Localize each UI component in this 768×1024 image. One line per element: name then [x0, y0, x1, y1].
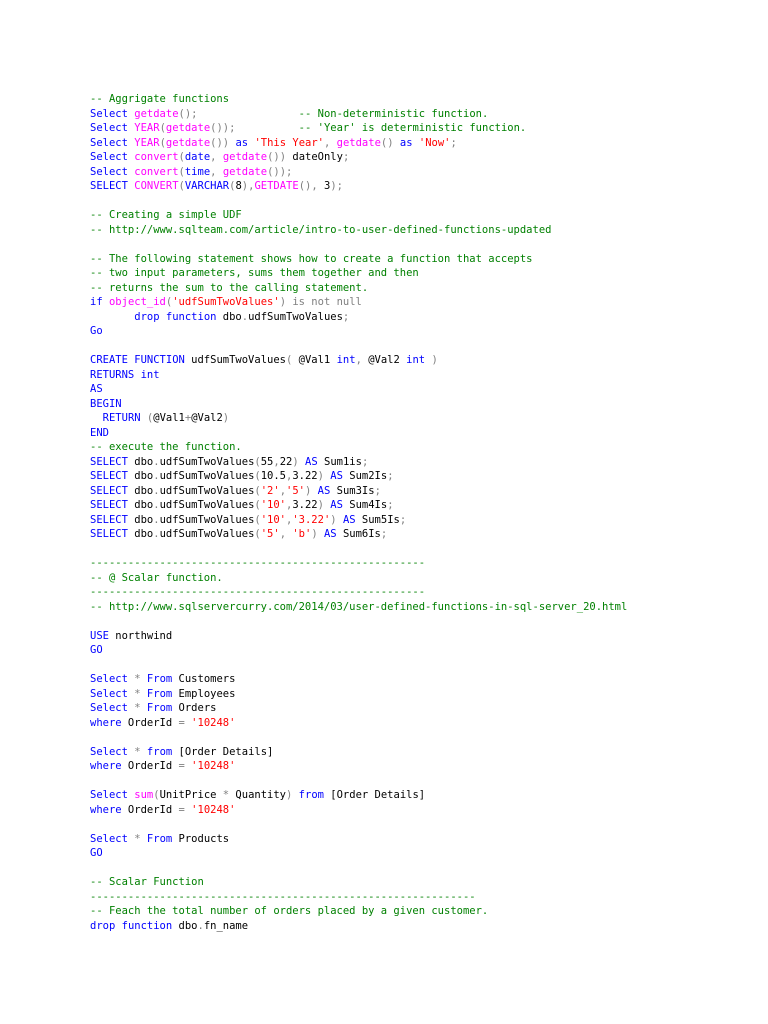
code-token: GO	[90, 847, 103, 859]
code-token: '5'	[286, 484, 305, 497]
code-line	[90, 875, 627, 890]
code-token: ,	[323, 136, 331, 149]
code-token: getdate	[134, 107, 179, 120]
code-line	[90, 614, 627, 629]
code-line	[90, 469, 627, 484]
code-line	[90, 179, 627, 194]
code-line	[90, 411, 627, 426]
code-token: (	[178, 165, 185, 178]
code-token: Sum6Is	[336, 528, 381, 540]
code-token: from	[298, 789, 324, 801]
code-token: dbo	[127, 528, 154, 540]
code-line	[90, 672, 627, 687]
code-line	[90, 658, 627, 673]
code-token: );	[330, 180, 343, 192]
code-token: -- Scalar Function	[90, 876, 204, 888]
code-token: dbo	[127, 484, 154, 497]
code-token: @Val2	[361, 354, 407, 366]
code-token: 'udfSumTwoValues'	[172, 296, 280, 308]
code-line	[90, 600, 627, 615]
code-token: ,	[273, 455, 280, 468]
code-token: -- Creating a simple UDF	[90, 209, 242, 221]
code-token: int	[140, 368, 160, 381]
code-token: udfSumTwoValues	[159, 470, 255, 482]
code-token: -- Non-deterministic function.	[298, 107, 489, 120]
code-token: AS	[305, 455, 318, 468]
code-token: .	[197, 919, 204, 932]
code-token: SELECT	[90, 455, 128, 468]
code-token: RETURN	[102, 412, 141, 424]
code-token: Employees	[172, 687, 236, 700]
code-token: 'Now'	[418, 136, 451, 149]
code-token: ;	[374, 484, 381, 497]
code-token: '5'	[260, 528, 280, 540]
code-token: SELECT	[90, 528, 128, 540]
code-line	[90, 861, 627, 876]
code-token: )	[304, 484, 312, 497]
code-token: 55	[260, 455, 274, 468]
code-token: time	[184, 165, 211, 178]
code-token: .	[153, 513, 160, 526]
code-token: dbo	[172, 919, 198, 932]
code-token	[198, 108, 299, 120]
code-line	[90, 339, 627, 354]
code-line	[90, 904, 627, 919]
code-line	[90, 832, 627, 847]
code-token: Select	[90, 789, 128, 801]
code-token: (	[159, 122, 166, 134]
code-token: )	[286, 789, 293, 801]
code-token: udfSumTwoValues	[159, 513, 255, 526]
code-token: END	[90, 426, 109, 439]
code-token: Select	[90, 136, 128, 149]
code-token: -----------------------------------------------------	[90, 586, 426, 598]
code-token: @Val1	[153, 412, 185, 424]
code-token: '10248'	[191, 716, 236, 729]
code-token: Select	[90, 151, 128, 163]
code-token: SELECT	[90, 499, 128, 511]
code-token: getdate	[336, 136, 381, 149]
code-line	[90, 629, 627, 644]
code-token: getdate	[222, 165, 268, 178]
code-line	[90, 107, 627, 122]
code-token: )	[317, 470, 324, 482]
code-line	[90, 759, 627, 774]
code-line	[90, 324, 627, 339]
code-token: *	[222, 789, 230, 801]
code-token: '10'	[260, 499, 287, 511]
code-token: (	[178, 151, 185, 163]
code-token: AS	[90, 383, 103, 395]
code-token: getdate	[165, 136, 211, 149]
code-token: Products	[172, 832, 230, 845]
code-token: (	[153, 789, 160, 801]
code-token: drop	[134, 310, 160, 323]
code-line	[90, 846, 627, 861]
code-token: 'b'	[292, 528, 312, 540]
code-line	[90, 252, 627, 267]
code-token: =	[178, 803, 185, 816]
code-token: AS	[330, 499, 343, 511]
code-token: Sum4Is	[342, 499, 388, 511]
code-token: convert	[134, 151, 179, 163]
code-token: getdate	[165, 122, 211, 134]
code-token: -- Aggrigate functions	[90, 93, 230, 105]
code-token: (	[254, 455, 261, 468]
code-token: [Order Details]	[323, 789, 426, 801]
code-token: *	[134, 702, 141, 714]
code-token: ();	[178, 107, 198, 120]
code-token: (	[165, 296, 173, 308]
code-token: SELECT	[90, 484, 128, 497]
code-token: YEAR	[134, 136, 160, 149]
code-token	[90, 412, 103, 424]
code-token: SELECT	[90, 180, 128, 192]
code-line	[90, 136, 627, 151]
code-token: Select	[90, 745, 128, 758]
code-line	[90, 368, 627, 383]
code-token: -- returns the sum to the calling statement.	[90, 281, 369, 294]
code-token: ;	[387, 470, 394, 482]
code-token: from	[146, 745, 173, 758]
code-line	[90, 266, 627, 281]
code-token: ())	[210, 136, 230, 149]
code-token: -- 'Year' is deterministic function.	[298, 122, 527, 134]
code-token: Select	[90, 687, 128, 700]
code-token: +	[184, 412, 192, 424]
code-token: OrderId	[121, 760, 179, 772]
code-token: )	[222, 412, 230, 424]
code-line	[90, 440, 627, 455]
code-token: Select	[90, 122, 128, 134]
code-line	[90, 745, 627, 760]
code-token: ;	[361, 455, 369, 468]
code-token: udfSumTwoValues	[184, 354, 286, 366]
code-token: (	[286, 354, 293, 366]
code-token: ;	[450, 136, 457, 149]
code-token: *	[134, 832, 141, 845]
code-line	[90, 513, 627, 528]
code-token: 3.22	[292, 470, 318, 482]
code-token: 3	[317, 180, 331, 192]
code-line	[90, 788, 627, 803]
code-token: (	[229, 180, 236, 192]
code-token: FUNCTION	[134, 354, 185, 366]
code-token: .	[241, 310, 249, 323]
code-line	[90, 556, 627, 571]
code-token: fn_name	[203, 919, 249, 932]
code-line	[90, 484, 627, 499]
code-token: )	[330, 513, 337, 526]
code-token: 22	[279, 455, 293, 468]
code-token: udfSumTwoValues	[159, 455, 255, 468]
code-token: .	[153, 499, 160, 511]
code-token: -- execute the function.	[90, 441, 242, 453]
code-token: ,	[210, 165, 217, 178]
code-token: *	[134, 687, 141, 700]
code-token: AS	[323, 528, 337, 540]
code-token: Select	[90, 165, 128, 178]
code-token: *	[134, 745, 141, 758]
code-token: )	[292, 455, 299, 468]
code-token: (	[254, 528, 261, 540]
code-token: '10248'	[191, 760, 236, 772]
code-token: GETDATE	[254, 180, 299, 192]
code-token: ,	[286, 513, 293, 526]
code-token: dbo	[127, 470, 154, 482]
code-token: 3.22	[292, 499, 318, 511]
code-token: From	[146, 702, 173, 714]
code-token: udfSumTwoValues	[159, 528, 255, 540]
code-token: )	[317, 499, 324, 511]
code-line	[90, 237, 627, 252]
code-line	[90, 455, 627, 470]
code-token: '3.22'	[292, 513, 331, 526]
code-token: '2'	[260, 484, 280, 497]
code-token: udfSumTwoValues	[248, 310, 343, 323]
code-token: function	[121, 919, 173, 932]
code-token: (	[146, 412, 154, 424]
code-token: ;	[387, 499, 394, 511]
code-token: ());	[267, 165, 293, 178]
code-token: int	[336, 354, 356, 366]
code-line	[90, 527, 627, 542]
code-token: ;	[380, 528, 388, 540]
code-token: 8	[235, 180, 242, 192]
code-token: udfSumTwoValues	[159, 484, 255, 497]
code-token: )	[431, 354, 438, 366]
code-token: if	[90, 296, 103, 308]
code-token: ,	[210, 151, 217, 163]
code-token: convert	[134, 165, 179, 178]
code-token: From	[146, 687, 173, 700]
code-line	[90, 92, 627, 107]
code-line	[90, 121, 627, 136]
code-line	[90, 701, 627, 716]
code-token: UnitPrice	[159, 789, 223, 801]
code-token: object_id	[108, 296, 166, 308]
code-token: ;	[342, 310, 350, 323]
code-token: .	[153, 470, 160, 482]
code-line	[90, 426, 627, 441]
code-token: dbo	[216, 310, 242, 323]
code-line	[90, 542, 627, 557]
code-line	[90, 310, 627, 325]
code-token: -- Feach the total number of orders placed by a given customer.	[90, 905, 489, 917]
code-token: From	[146, 832, 173, 845]
code-token	[235, 122, 298, 134]
code-token: dateOnly	[286, 151, 343, 163]
code-line	[90, 498, 627, 513]
code-token: -- two input parameters, sums them together and then	[90, 267, 419, 279]
code-token: OrderId	[121, 716, 179, 729]
code-token: YEAR	[134, 122, 160, 134]
code-token: ,	[286, 499, 293, 511]
code-token: 'This Year'	[254, 136, 324, 149]
code-token: (	[254, 484, 261, 497]
code-line	[90, 223, 627, 238]
code-token: -- The following statement shows how to create a function that accepts	[90, 252, 533, 265]
code-token: 10.5	[260, 470, 287, 482]
code-editor	[90, 92, 627, 933]
code-token: ()	[380, 136, 394, 149]
code-line	[90, 295, 627, 310]
code-token: SELECT	[90, 513, 128, 526]
code-line	[90, 382, 627, 397]
code-token: =	[178, 760, 185, 772]
code-line	[90, 194, 627, 209]
code-token: Select	[90, 107, 128, 120]
code-token: (	[254, 470, 261, 482]
code-token: ;	[342, 151, 350, 163]
code-token: Sum2Is	[342, 470, 388, 482]
code-token: OrderId	[121, 803, 179, 816]
code-token: where	[90, 760, 122, 772]
code-token: -------------------------------------------------------------	[90, 890, 476, 903]
code-line	[90, 571, 627, 586]
code-token: sum	[134, 789, 154, 801]
code-token: )	[279, 296, 287, 308]
code-token: is not null	[292, 296, 362, 308]
code-token: date	[184, 151, 211, 163]
code-line	[90, 716, 627, 731]
code-token: [Order Details]	[172, 745, 274, 758]
code-token: ())	[267, 151, 287, 163]
code-token: ;	[399, 513, 407, 526]
code-token: Select	[90, 702, 128, 714]
code-token: -- @ Scalar function.	[90, 571, 223, 584]
code-token: function	[165, 310, 217, 323]
code-token: GO	[90, 644, 103, 656]
code-token: Select	[90, 673, 128, 685]
code-token: ,	[279, 484, 287, 497]
code-token: SELECT	[90, 470, 128, 482]
code-line	[90, 890, 627, 905]
code-token: getdate	[222, 151, 268, 163]
code-token: ,	[286, 470, 293, 482]
code-token: Select	[90, 832, 128, 845]
code-token: dbo	[127, 513, 154, 526]
code-line	[90, 803, 627, 818]
code-token: Quantity	[229, 789, 287, 801]
code-token: AS	[342, 513, 356, 526]
code-token: Go	[90, 325, 103, 337]
code-line	[90, 281, 627, 296]
code-token: as	[399, 136, 413, 149]
code-token: Customers	[172, 673, 236, 685]
code-token: @Val1	[292, 354, 337, 366]
code-token: dbo	[127, 499, 154, 511]
code-token: (	[254, 513, 261, 526]
code-token: ());	[210, 122, 236, 134]
code-token: @Val2	[191, 412, 223, 424]
code-token: .	[153, 528, 160, 540]
code-token: BEGIN	[90, 397, 122, 410]
code-line	[90, 208, 627, 223]
code-token: -- http://www.sqlservercurry.com/2014/03/user-defined-functions-in-sql-server_20.html	[90, 600, 628, 613]
code-line	[90, 150, 627, 165]
code-token: (	[178, 180, 185, 192]
code-token: Sum3Is	[330, 484, 375, 497]
code-token: Sum1is	[317, 455, 362, 468]
code-token: )	[311, 528, 318, 540]
code-token: '10248'	[191, 803, 236, 816]
code-line	[90, 687, 627, 702]
code-token: -----------------------------------------------------	[90, 557, 426, 569]
code-token: CONVERT	[134, 180, 179, 192]
code-token: Orders	[172, 702, 217, 714]
code-token: =	[178, 716, 185, 729]
code-token: VARCHAR	[184, 180, 230, 192]
code-token: AS	[330, 470, 343, 482]
code-token: (	[159, 136, 166, 149]
code-token: udfSumTwoValues	[159, 499, 255, 511]
code-token: drop	[90, 919, 116, 932]
code-token: dbo	[127, 455, 154, 468]
code-line	[90, 774, 627, 789]
code-token: ),	[241, 180, 255, 192]
code-token: CREATE	[90, 354, 128, 366]
code-token: From	[146, 673, 173, 685]
code-line	[90, 817, 627, 832]
code-token: (	[254, 499, 261, 511]
code-token: '10'	[260, 513, 287, 526]
code-line	[90, 585, 627, 600]
code-token: int	[406, 354, 426, 366]
code-token	[90, 311, 134, 323]
code-token: USE	[90, 629, 109, 642]
code-line	[90, 643, 627, 658]
code-token: northwind	[108, 629, 173, 642]
code-token: RETURNS	[90, 368, 135, 381]
code-line	[90, 165, 627, 180]
code-token: -- http://www.sqlteam.com/article/intro-to-user-defined-functions-updated	[90, 223, 552, 236]
code-line	[90, 397, 627, 412]
code-line	[90, 353, 627, 368]
code-token: ,	[355, 354, 362, 366]
code-token: Sum5Is	[355, 513, 400, 526]
code-token: ,	[279, 528, 287, 540]
code-line	[90, 919, 627, 934]
code-token: where	[90, 803, 122, 816]
code-token: *	[134, 673, 141, 685]
code-token: as	[235, 136, 249, 149]
code-token: (),	[298, 180, 318, 192]
code-token: AS	[317, 484, 331, 497]
code-token: .	[153, 484, 160, 497]
code-line	[90, 730, 627, 745]
code-token: where	[90, 716, 122, 729]
code-token: .	[153, 455, 160, 468]
